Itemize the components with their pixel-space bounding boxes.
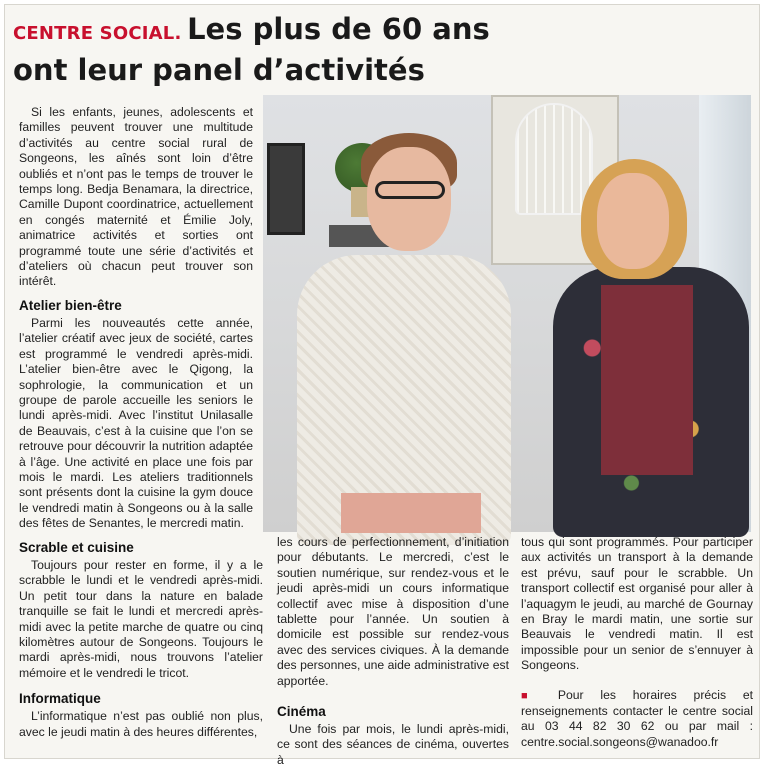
woman-left-head bbox=[367, 147, 451, 251]
headline bbox=[13, 11, 753, 88]
left-column-bottom bbox=[19, 539, 263, 740]
bien-etre-paragraph: Parmi les nouveautés cette année, l’atelier créatif avec jeux de société, cartes est programmé le vendredi après-midi. L’atelier bien-être avec le Qigong, la sophrologie, la communication et un groupe de parole accueille les seniors le lundi après-midi. Avec l’institut Unilasalle de Beauvais, c’est à la cuisine que l’on se retrouve pour découvrir la nutrition adaptée à l’âge. Une activité en place une fois par mois le mardi. Les ateliers traditionnels sont présents dont la cuisine la gym douce le vendredi matin à Songeons ou à la salle des fêtes de Senantes, le mercredi matin. bbox=[19, 315, 253, 531]
woman-right-head bbox=[597, 173, 669, 269]
note-bullet-icon: ■ bbox=[521, 689, 542, 702]
right-paragraph: tous qui sont programmés. Pour participer aux activités un transport à la demande est prévu, sauf pour le scrabble. Un transport collectif est organisé pour aller à l’aquagym le jeudi, au marché de Gournay en Bray le mardi matin, une sortie sur Beauvais le vendredi matin. Il est impossible pour un senior de s’ennuyer à Songeons. bbox=[521, 535, 753, 673]
cinema-paragraph: Une fois par mois, le lundi après-midi, ce sont des séances de cinéma, ouvertes à bbox=[277, 722, 509, 767]
heading-atelier-bien-etre: Atelier bien-être bbox=[19, 297, 122, 313]
headline-kicker: CENTRE SOCIAL. bbox=[13, 23, 182, 44]
heading-scrable-cuisine: Scrable et cuisine bbox=[19, 540, 134, 555]
left-column-top bbox=[19, 105, 253, 532]
wall-frame bbox=[267, 143, 305, 235]
scrable-paragraph: Toujours pour rester en forme, il y a le scrabble le lundi et le vendredi après-midi. Un petit tour dans la nature en balade tranquille se fait le lundi et mercredi après-midi avec la petite marche de quatre ou cinq kilomètres autour de Songeons. Toujours le mardi après-midi, nous trouvons l’atelier mémoire et le vendredi le tricot. bbox=[19, 558, 263, 680]
intro-paragraph: Si les enfants, jeunes, adolescents et familles peuvent trouver une multitude d’activités au centre social rural de Songeons, les aînés sont loin d’être oubliés et n’ont pas le temps de trouver le temps long. Bedja Benamara, la directrice, Camille Dupont coordinatrice, actuellement en congés maternité et Émilie Joly, animatrice activités et sorties ont programmé toute une série d’activités et d’ateliers où chacun peut trouver son intérêt. bbox=[19, 105, 253, 289]
right-column bbox=[521, 535, 753, 750]
decorative-cage bbox=[515, 103, 593, 215]
headline-title-line2: ont leur panel d’activités bbox=[13, 53, 425, 87]
newspaper-clipping bbox=[4, 4, 760, 767]
woman-right-top bbox=[601, 285, 693, 475]
heading-informatique: Informatique bbox=[19, 691, 101, 707]
woman-left-pants bbox=[341, 493, 481, 533]
headline-title-line1: Les plus de 60 ans bbox=[187, 12, 490, 46]
article-photo bbox=[263, 95, 751, 532]
informatique-paragraph: L’informatique n’est pas oublié non plus, avec le jeudi matin à des heures différentes, bbox=[19, 709, 263, 739]
woman-left-glasses bbox=[375, 181, 445, 199]
info-note-text: Pour les horaires précis et renseignements contacter le centre social au 03 44 82 30 62 ou par mail : centre.social.songeons@wanadoo.fr bbox=[521, 687, 753, 749]
info-note bbox=[521, 688, 753, 751]
middle-column bbox=[277, 535, 509, 768]
middle-paragraph: les cours de perfectionnement, d’initiation pour débutants. Le mercredi, c’est le soutien numérique, sur rendez-vous et le jeudi après-midi un cours informatique collectif avec mise à disposition d’une tablette pour l’année. Un soutien à domicile est possible sur rendez-vous avec des services civiques. À la demande des personnes, une aide administrative est apportée. bbox=[277, 535, 509, 688]
heading-cinema: Cinéma bbox=[277, 704, 326, 720]
